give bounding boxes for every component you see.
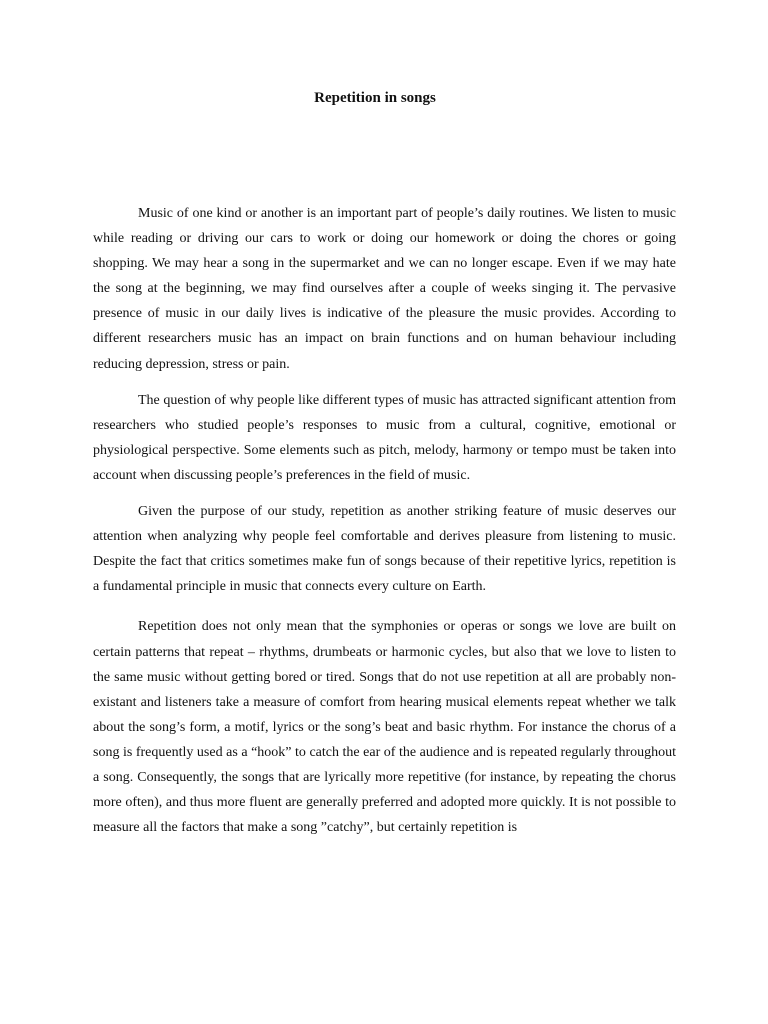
document-title: Repetition in songs xyxy=(314,90,436,106)
paragraph-4: Repetition does not only mean that the symphonies or operas or songs we love are built on certain patterns that repeat – rhythms, drumbeats or harmonic cycles, but also that we love to listen to the same music without getting bored or tired. Songs that do not use repetition at all are probably non-existant and listeners take a measure of comfort from hearing musical elements repeat whether we talk about the song’s form, a motif, lyrics or the song’s beat and basic rhythm. For instance the chorus of a song is frequently used as a “hook” to catch the ear of the audience and is repeated regularly throughout a song. Consequently, the songs that are lyrically more repetitive (for instance, by repeating the chorus more often), and thus more fluent are generally preferred and adopted more quickly. It is not possible to measure all the factors that make a song ”catchy”, but certainly repetition is xyxy=(93,619,676,836)
paragraph-2: The question of why people like different types of music has attracted significant attention from researchers who studied people’s responses to music from a cultural, cognitive, emotional or physiological perspective. Some elements such as pitch, melody, harmony or tempo must be taken into account when discussing people’s preferences in the field of music. xyxy=(93,392,676,483)
paragraph-3: Given the purpose of our study, repetition as another striking feature of music deserves our attention when analyzing why people feel comfortable and derives pleasure from listening to music. Despite the fact that critics sometimes make fun of songs because of their repetitive lyrics, repetition is a fundamental principle in music that connects every culture on Earth. xyxy=(93,504,676,595)
paragraph-1: Music of one kind or another is an important part of people’s daily routines. We listen to music while reading or driving our cars to work or doing our homework or doing the chores or going shopping. We may hear a song in the supermarket and we can no longer escape. Even if we may hate the song at the beginning, we may find ourselves after a couple of weeks singing it. The pervasive presence of music in our daily lives is indicative of the pleasure the music provides. According to different researchers music has an impact on brain functions and on human behaviour including reducing depression, stress or pain. xyxy=(93,206,676,372)
document-body xyxy=(93,201,676,840)
